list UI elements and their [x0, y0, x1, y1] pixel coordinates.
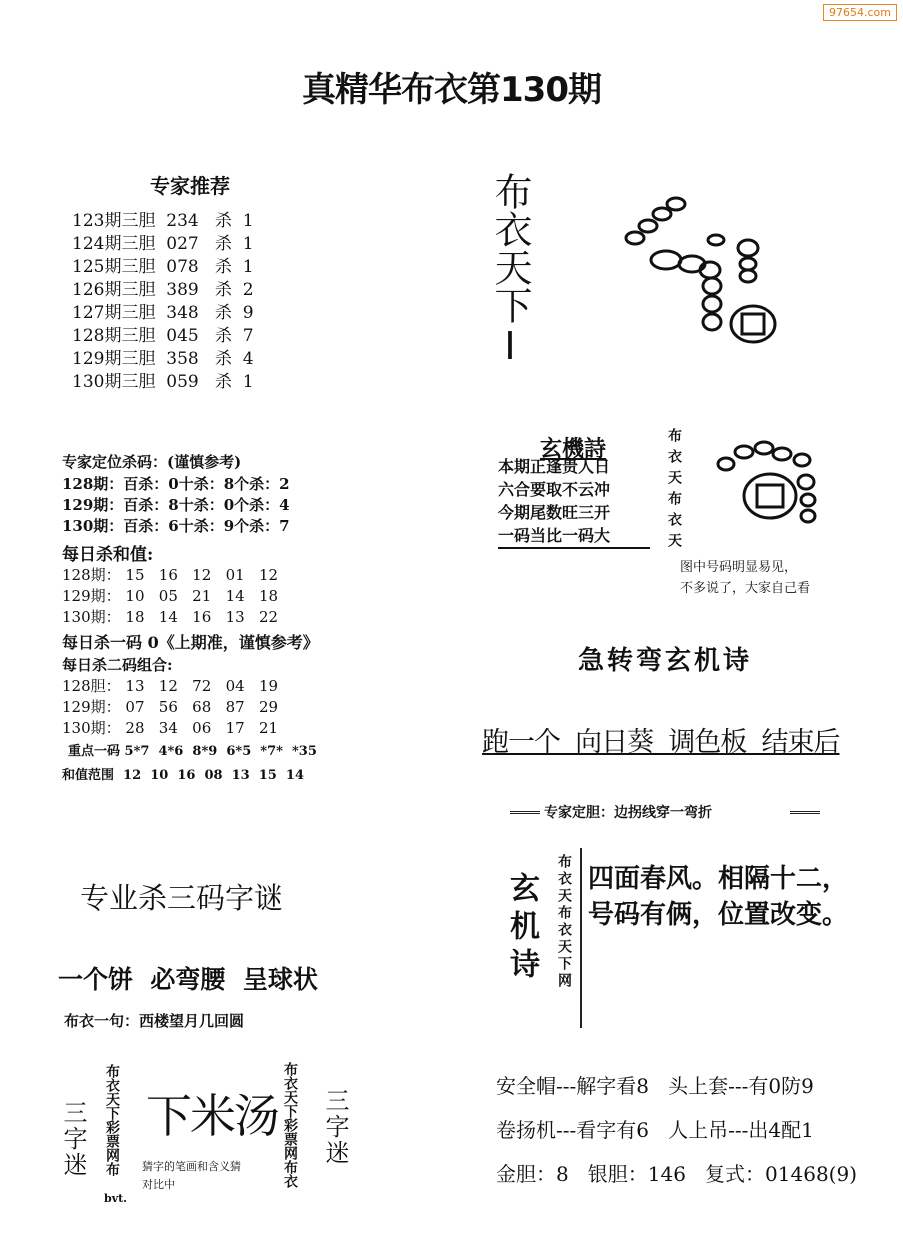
sum-range: 和值范围 12 10 16 08 13 15 14 [62, 768, 304, 783]
daily-two-list [62, 676, 278, 739]
daily-two-row: 128胆： 13 12 72 04 19 [62, 677, 279, 695]
daily-sum-title: 每日杀和值: [62, 545, 154, 565]
expert-row: 125期三胆 078 杀 1 [72, 257, 254, 277]
xuanji-side: 布衣天布衣天下网 [556, 854, 572, 990]
riddle-big-text: 下米汤 [146, 1089, 278, 1143]
xuanji-label: 玄机诗 [504, 872, 539, 986]
expert-row: 126期三胆 389 杀 2 [72, 280, 254, 300]
xuanji-line-1: 四面春风。相隔十二， [588, 864, 849, 894]
daily-two-title: 每日杀二码组合: [62, 656, 173, 674]
mystic-poem-box [498, 455, 650, 549]
xuanji-divider [580, 848, 582, 1028]
riddle-right-vertical: 布衣天下彩票网布衣 [282, 1062, 298, 1188]
dan-rule-left [510, 811, 540, 814]
daily-sum-row: 128期： 15 16 12 01 12 [62, 566, 279, 584]
answer-line-3: 金胆：8 银胆：146 复式：01468(9) [496, 1162, 857, 1186]
mystic-note-1: 图中号码明显易见， [680, 560, 798, 575]
mystic-poem-line: 今期尾数旺三开 [498, 503, 611, 522]
mystic-poem-line: 本期正逢贵人日 [498, 457, 611, 476]
position-kill-list [62, 474, 290, 537]
position-kill-row: 128期：百杀：0十杀：8个杀：2 [62, 475, 290, 493]
kill-riddle-line: 一个饼 必弯腰 呈球状 [58, 965, 318, 994]
dan-rule-right [790, 811, 820, 814]
daily-sum-row: 130期： 18 14 16 13 22 [62, 608, 279, 626]
daily-two-row: 129期： 07 56 68 87 29 [62, 698, 279, 716]
mystic-note-2: 不多说了，大家自己看 [680, 581, 811, 596]
expert-row: 123期三胆 234 杀 1 [72, 211, 254, 231]
answer-line-1: 安全帽---解字看8 头上套---有0防9 [496, 1074, 814, 1098]
riddle-left-foot: bvt. [104, 1192, 127, 1205]
key-code: 重点一码 5*7 4*6 8*9 6*5 *7* *35 [68, 744, 317, 759]
mystic-poem-line: 六合要取不云冲 [498, 480, 611, 499]
coin-drawing [712, 438, 832, 538]
daily-one-title: 每日杀一码 0《上期准，谨慎参考》 [62, 633, 319, 652]
kill-riddle-title: 专业杀三码字谜 [80, 881, 284, 915]
xuanji-line-2: 号码有俩，位置改变。 [588, 900, 849, 930]
site-watermark: 97654.com [823, 4, 897, 21]
riddle-hint-2: 对比中 [142, 1178, 175, 1191]
bead-drawing [618, 190, 798, 350]
buyi-tianxia-text: 布衣天下I [488, 172, 532, 368]
position-kill-row: 129期：百杀：8十杀：0个杀：4 [62, 496, 290, 514]
riddle-left-label: 三字迷 [59, 1100, 87, 1178]
position-kill-row: 130期：百杀：6十杀：9个杀：7 [62, 517, 290, 535]
mystic-poem-title: 玄機詩 [540, 437, 607, 462]
expert-row: 129期三胆 358 杀 4 [72, 349, 254, 369]
riddle-hint-1: 猜字的笔画和含义猜 [142, 1160, 241, 1173]
riddle-left-vertical: 布衣天下彩票网布 [104, 1064, 120, 1176]
mystic-poem-side: 布衣天布衣天 [666, 428, 682, 554]
jizhuan-title: 急转弯玄机诗 [578, 646, 753, 676]
position-kill-title: 专家定位杀码：(谨慎参考) [62, 453, 242, 471]
jizhuan-riddle: 跑一个 向日葵 调色板 结束后 [482, 727, 840, 758]
daily-sum-list [62, 565, 278, 628]
answer-line-2: 卷扬机---看字有6 人上吊---出4配1 [496, 1118, 814, 1142]
expert-dan-title: 专家定胆：边拐线穿一弯折 [544, 805, 712, 821]
mystic-poem-line: 一码当比一码大 [498, 526, 611, 545]
experts-title: 专家推荐 [150, 174, 230, 198]
page-title: 真精华布衣第130期 [302, 70, 601, 110]
expert-row: 127期三胆 348 杀 9 [72, 303, 254, 323]
daily-two-row: 130期： 28 34 06 17 21 [62, 719, 279, 737]
expert-row: 124期三胆 027 杀 1 [72, 234, 254, 254]
daily-sum-row: 129期： 10 05 21 14 18 [62, 587, 279, 605]
expert-row: 128期三胆 045 杀 7 [72, 326, 254, 346]
expert-row: 130期三胆 059 杀 1 [72, 372, 254, 392]
riddle-right-label: 三字迷 [321, 1088, 349, 1166]
experts-list [72, 210, 254, 394]
kill-riddle-sub: 布衣一句：西楼望月几回圆 [64, 1012, 245, 1030]
